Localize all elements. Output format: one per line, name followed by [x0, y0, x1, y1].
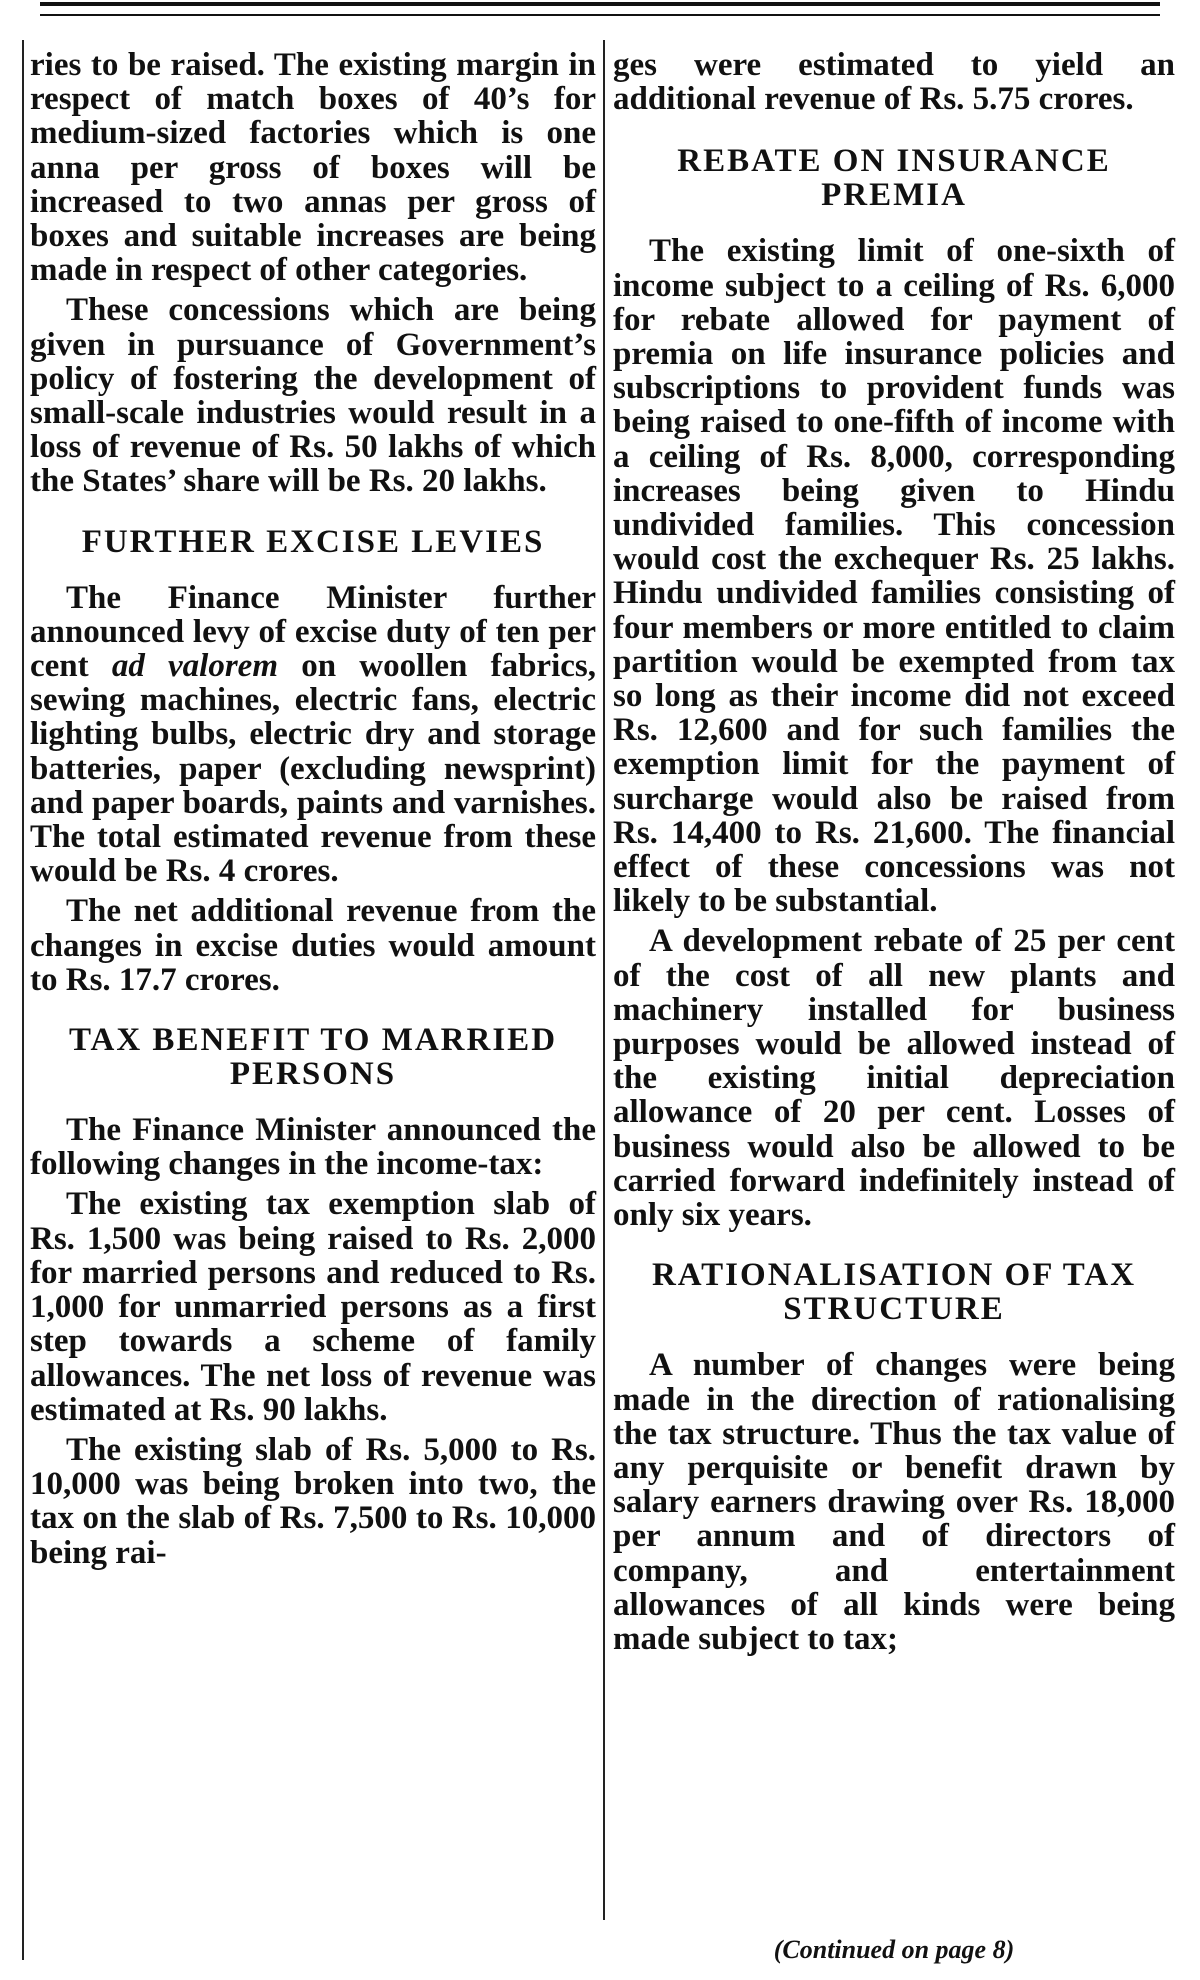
section-heading: RATIONALISATION OF TAX STRUCTURE — [651, 1257, 1137, 1328]
text-run: The Finance Minister further announced levy of excise duty of ten per cent — [30, 579, 596, 685]
continuation-note: (Continued on page 8) — [773, 1935, 1015, 1964]
section-heading: TAX BENEFIT TO MARRIED PERSONS — [68, 1022, 558, 1093]
paragraph: The Finance Minister announced the following changes in the income-tax: — [30, 1112, 596, 1183]
paragraph: A development rebate of 25 per cent of the cost of all new plants and machinery installed for business purposes would be allowed instead of the existing initial depreciation allowance of 20 per cent. Losses of business would also be allowed to be carried forward indefinitely instead of only six years. — [613, 923, 1175, 1234]
paragraph: A number of changes were being made in the direction of rationalising the tax structure. Thus the tax value of any perquisite or benefit drawn by salary earners drawing over Rs. 18,000 per annum and of directors of company, and entertainment allowances of all kinds were being made subject to tax; — [613, 1347, 1175, 1657]
paragraph: The existing limit of one-sixth of income subject to a ceiling of Rs. 6,000 for rebate allowed for payment of premia on life insurance policies and subscriptions to provident funds was being raised to one-fifth of income with a ceiling of Rs. 8,000, corresponding increases being given to Hindu undivided families. This concession would cost the exchequer Rs. 25 lakhs. Hindu undivided families consisting of four members or more entitled to claim partition would be exempted from tax so long as their income did not exceed Rs. 12,600 and for such families the exemption limit for the payment of surcharge would also be raised from Rs. 14,400 to Rs. 21,600. The financial effect of these concessions was not likely to be substantial. — [613, 233, 1175, 920]
paragraph: ges were estimated to yield an additional revenue of Rs. 5.75 crores. — [613, 47, 1175, 118]
column-divider — [603, 40, 605, 1920]
top-rule — [40, 2, 1160, 16]
left-column — [30, 48, 596, 1576]
italic-text: ad valorem — [111, 648, 278, 685]
right-column — [613, 48, 1175, 1662]
text-run: on woollen fabrics, sewing machines, electric fans, electric lighting bulbs, electric dry and storage batteries, paper (excluding newsprint) and paper boards, paints and varnishes. The total estimated revenue from these would be Rs. 4 crores. — [30, 648, 596, 890]
paragraph: ries to be raised. The existing margin in respect of match boxes of 40’s for medium-sized factories which is one anna per gross of boxes will be increased to two annas per gross of boxes and suitable increases are being made in respect of other categories. — [30, 47, 596, 289]
paragraph: These concessions which are being given in pursuance of Government’s policy of fostering the development of small-scale industries would result in a loss of revenue of Rs. 50 lakhs of which the States’ share will be Rs. 20 lakhs. — [30, 292, 596, 500]
paragraph — [30, 581, 596, 889]
section-heading: FURTHER EXCISE LEVIES — [81, 523, 545, 560]
paragraph: The net additional revenue from the changes in excise duties would amount to Rs. 17.7 crores. — [30, 893, 596, 998]
left-margin-rule — [0, 40, 24, 1960]
section-heading: REBATE ON INSURANCE PREMIA — [677, 143, 1111, 214]
paragraph: The existing tax exemption slab of Rs. 1,500 was being raised to Rs. 2,000 for married persons and reduced to Rs. 1,000 for unmarried persons as a first step towards a scheme of family allowances. The net loss of revenue was estimated at Rs. 90 lakhs. — [30, 1186, 596, 1428]
paragraph: The existing slab of Rs. 5,000 to Rs. 10,000 was being broken into two, the tax on the slab of Rs. 7,500 to Rs. 10,000 being rai- — [30, 1431, 596, 1571]
